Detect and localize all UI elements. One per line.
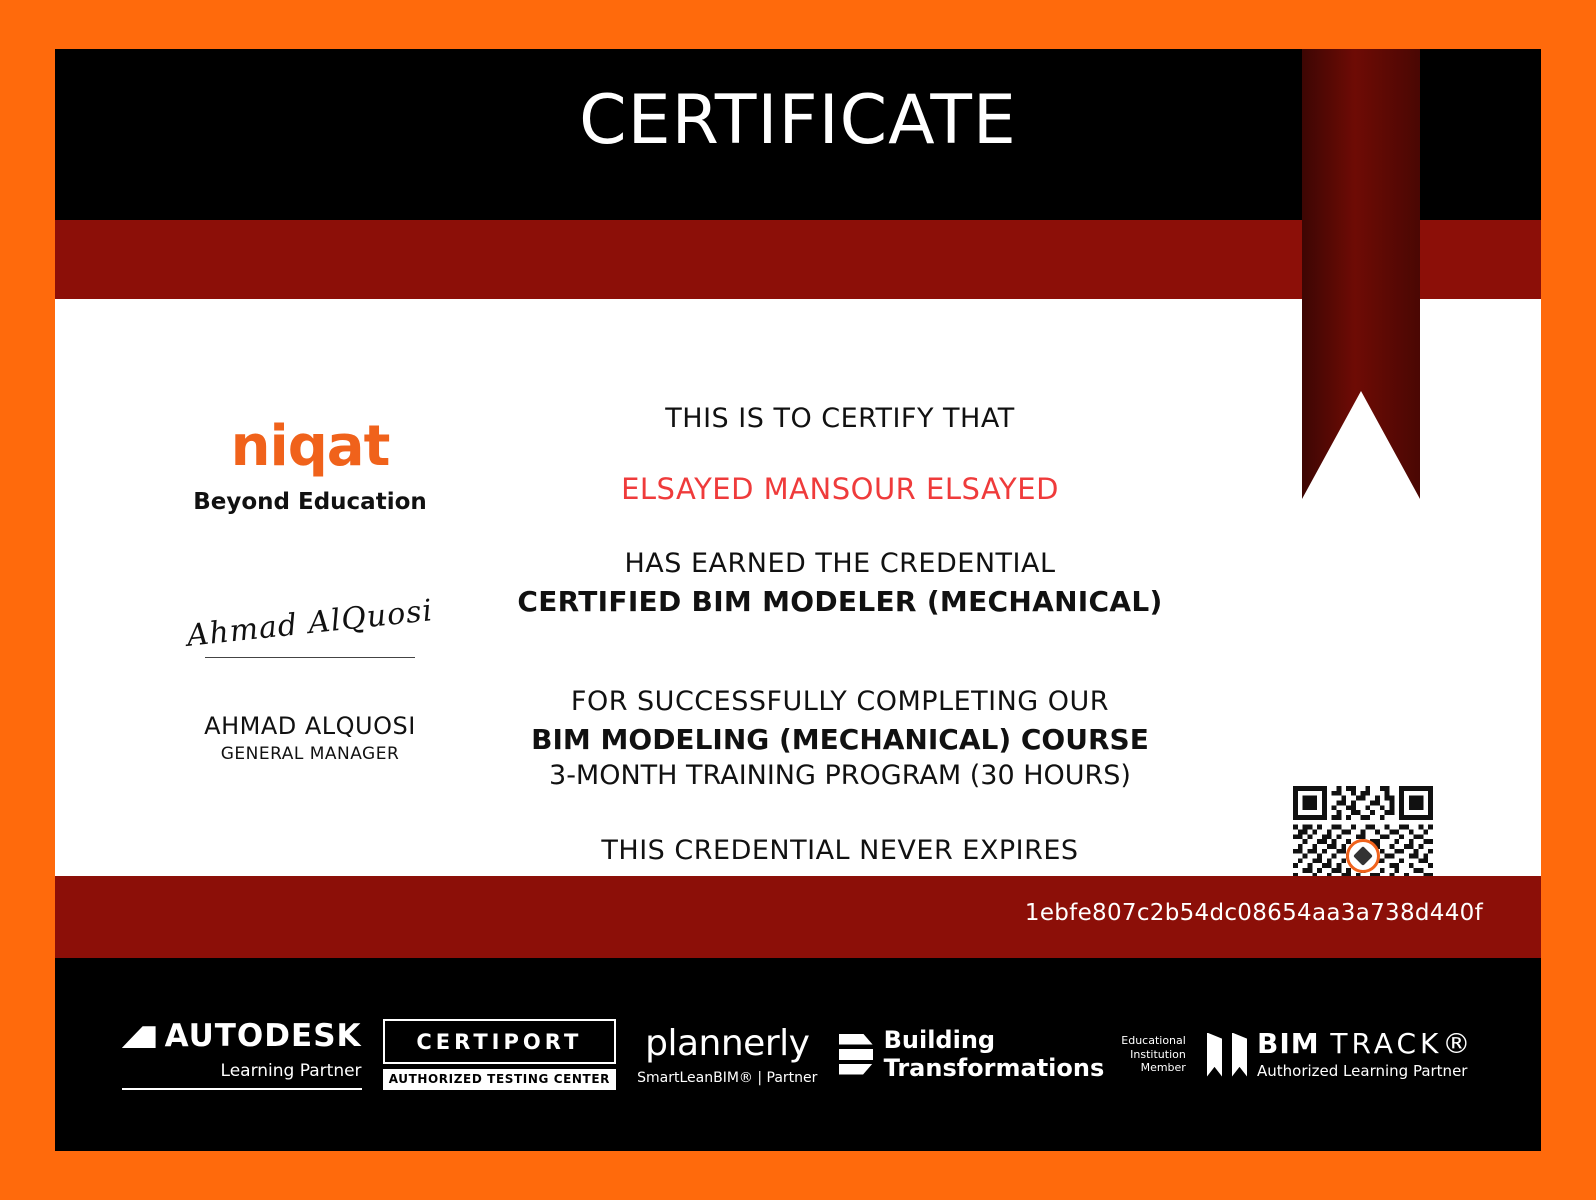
bim-track-sub: Authorized Learning Partner [1257,1062,1468,1081]
building-transformations-badge [1121,1034,1186,1075]
bt-badge-line1: Educational [1121,1033,1186,1047]
bt-badge-line3: Member [1140,1061,1186,1075]
issuer-tagline: Beyond Education [193,489,427,515]
qr-center-badge-icon [1346,839,1380,873]
signature-block [145,593,475,764]
bim-track-name [1257,1028,1474,1080]
certiport-name: CERTIPORT [383,1019,616,1064]
niqat-logo: niqat [230,414,390,479]
bim-track-name-bold: BIM [1257,1027,1320,1061]
credential-id-band [55,876,1541,958]
signature-mark: Ahmad AlQuosi [185,593,435,654]
autodesk-sub: Learning Partner [220,1061,362,1082]
course-duration: 3-MONTH TRAINING PROGRAM (30 HOURS) [549,760,1131,791]
issuer-column [145,414,475,764]
building-transformations-name [884,1027,1105,1082]
building-transformations-line1: Building [883,1025,996,1054]
certificate-text-column [475,403,1205,866]
autodesk-mark-icon [122,1026,156,1048]
plannerly-name: plannerly [645,1023,810,1065]
building-transformations-line2: Transformations [883,1053,1105,1082]
partner-autodesk [122,1019,362,1089]
partners-list [55,958,1541,1151]
certificate-body [55,49,1541,1151]
completing-line: FOR SUCCESSFULLY COMPLETING OUR [570,686,1110,717]
bim-track-mark-icon [1207,1033,1247,1077]
partner-certiport [383,1019,616,1091]
signer-role: GENERAL MANAGER [220,744,400,764]
page-title: CERTIFICATE [579,81,1017,160]
certify-line: THIS IS TO CERTIFY THAT [665,403,1015,434]
recipient-name: ELSAYED MANSOUR ELSAYED [621,472,1059,506]
bim-track-name-thin: TRACK® [1330,1027,1475,1061]
partner-plannerly [637,1023,817,1085]
credential-id: 1ebfe807c2b54dc08654aa3a738d440f [1024,900,1483,926]
partner-building-transformations [839,1027,1186,1082]
credential-name: CERTIFIED BIM MODELER (MECHANICAL) [517,585,1163,618]
credential-intro-line: HAS EARNED THE CREDENTIAL [624,548,1056,579]
ribbon-decoration [1302,49,1420,499]
autodesk-rule [122,1088,362,1090]
plannerly-sub: SmartLeanBIM® | Partner [637,1069,818,1086]
certiport-sub: AUTHORIZED TESTING CENTER [383,1069,616,1091]
partners-band [55,958,1541,1151]
certificate-main [55,299,1541,876]
building-transformations-mark-icon [839,1034,873,1076]
autodesk-name: AUTODESK [164,1018,362,1055]
expiry-line: THIS CREDENTIAL NEVER EXPIRES [601,835,1079,866]
signer-name: AHMAD ALQUOSI [204,712,416,740]
partner-bim-track [1207,1028,1474,1080]
bt-badge-line2: Institution [1130,1047,1186,1061]
autodesk-logo [122,1019,362,1055]
course-name: BIM MODELING (MECHANICAL) COURSE [531,723,1149,756]
